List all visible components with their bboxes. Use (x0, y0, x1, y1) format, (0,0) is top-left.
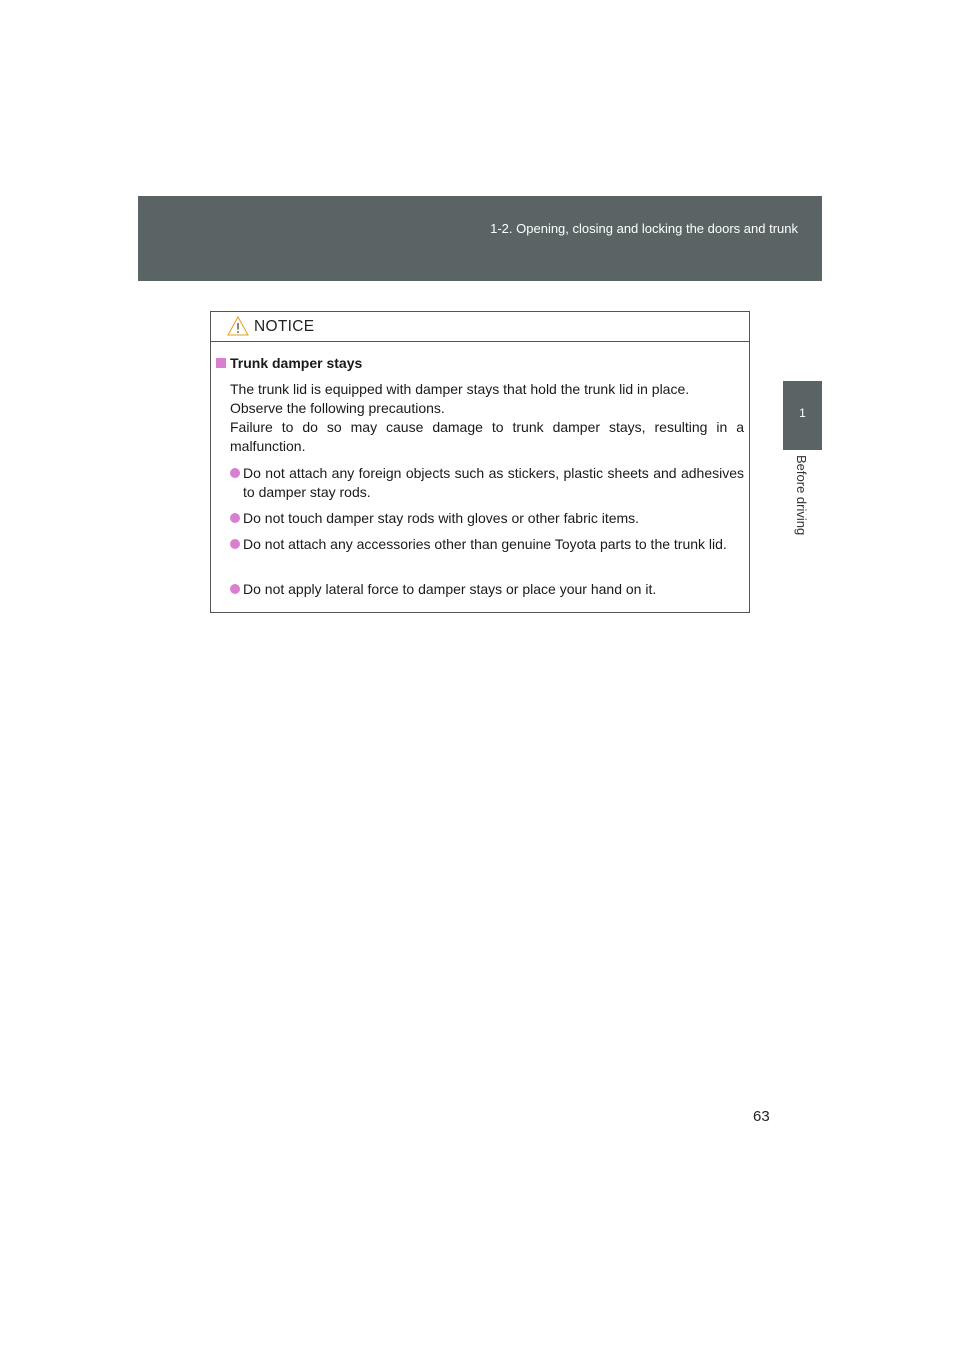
circle-bullet-icon (230, 468, 240, 478)
circle-bullet-icon (230, 513, 240, 523)
intro-line: Failure to do so may cause damage to trunk damper stays, resulting in a malfunction. (230, 419, 744, 454)
circle-bullet-icon (230, 584, 240, 594)
list-item (230, 535, 744, 554)
notice-box (210, 311, 750, 613)
list-item (230, 509, 744, 528)
chapter-number: 1 (799, 406, 806, 420)
intro-paragraph (230, 380, 744, 456)
chapter-side-label-container (794, 455, 810, 555)
list-item-text: Do not attach any foreign objects such as stickers, plastic sheets and adhesives to damper stay rods. (243, 465, 744, 500)
chapter-side-tab[interactable] (783, 381, 822, 450)
circle-bullet-icon (230, 539, 240, 549)
notice-header (211, 312, 749, 342)
intro-line: The trunk lid is equipped with damper stays that hold the trunk lid in place. (230, 381, 690, 397)
page-number: 63 (753, 1108, 770, 1125)
list-item-text: Do not touch damper stay rods with gloves or other fabric items. (243, 510, 640, 526)
section-heading (216, 355, 362, 371)
chapter-header-band (138, 196, 822, 281)
list-item-text: Do not attach any accessories other than genuine Toyota parts to the trunk lid. (243, 536, 727, 552)
intro-line: Observe the following precautions. (230, 400, 445, 416)
section-heading-text: Trunk damper stays (230, 355, 363, 371)
chapter-side-label: Before driving (794, 455, 809, 536)
warning-triangle-icon (227, 316, 249, 336)
list-item-text: Do not apply lateral force to damper stays or place your hand on it. (243, 581, 657, 597)
chapter-title: 1-2. Opening, closing and locking the doors and trunk (490, 221, 798, 236)
list-item (230, 464, 744, 502)
notice-title: NOTICE (254, 318, 315, 335)
list-item (230, 580, 744, 599)
square-bullet-icon (216, 358, 226, 368)
